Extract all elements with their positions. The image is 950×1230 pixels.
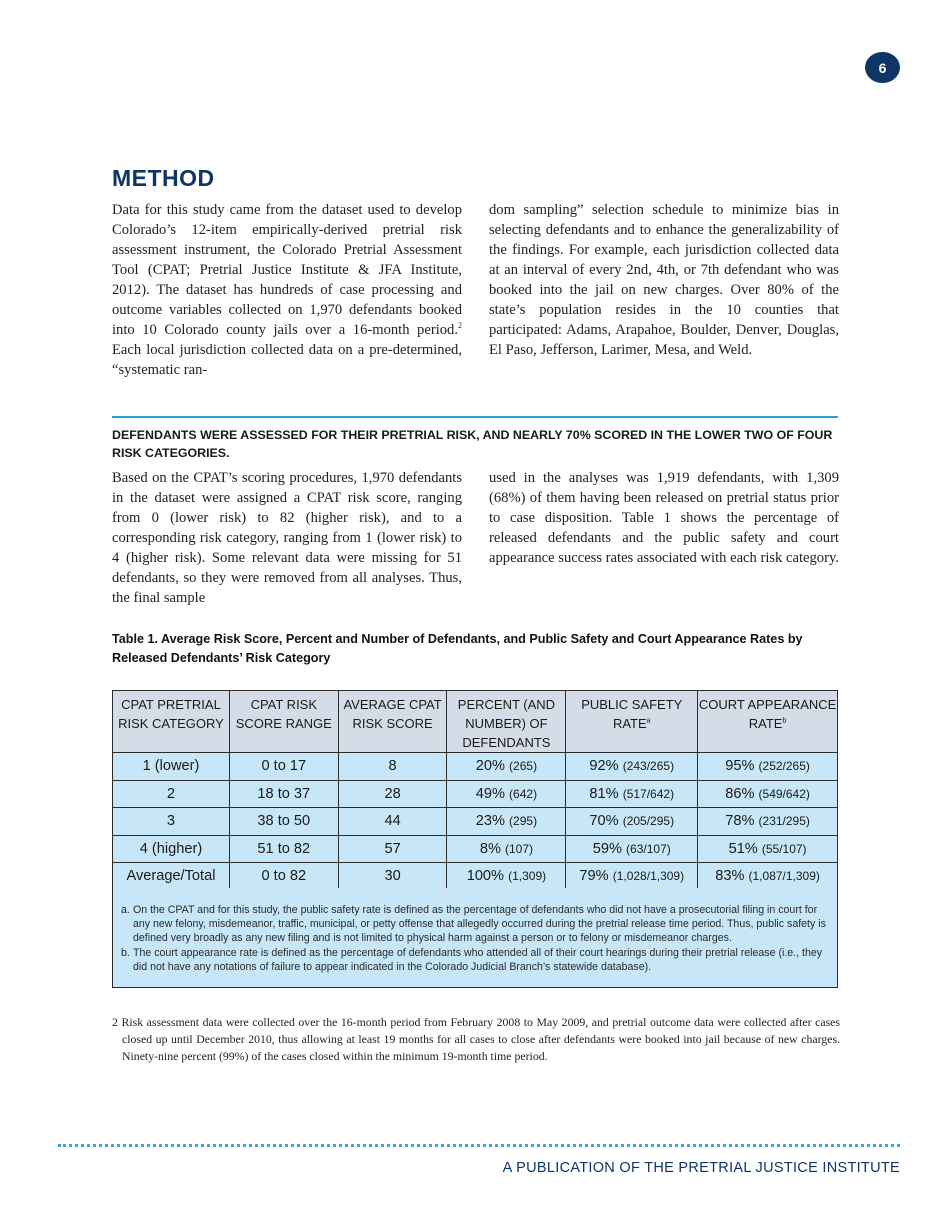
header-score-range: CPAT RISK SCORE RANGE xyxy=(229,691,338,753)
cell-risk-category: 3 xyxy=(113,808,230,836)
cell-court-appearance-rate: 78% (231/295) xyxy=(698,808,838,836)
cell-public-safety-rate: 79% (1,028/1,309) xyxy=(566,863,698,891)
table-note-a: a. On the CPAT and for this study, the public safety rate is defined as the percentage of defendants who did not have a prosecutorial filing in court for any new felony, misdemeanor, traffic, municipal, or petty offense that allegedly occurred during the pretrial release time period. Thus, public safety is defined very broadly as any new filing and is not limited to physical harm against a person or to felony or misdemeanor charges. xyxy=(121,904,826,945)
table-header-row xyxy=(113,691,838,753)
cell-average-score: 57 xyxy=(338,835,447,863)
table-row xyxy=(113,808,838,836)
table-notes xyxy=(112,888,838,988)
cell-risk-category: 1 (lower) xyxy=(113,753,230,781)
table-row xyxy=(113,780,838,808)
section-divider xyxy=(112,416,838,418)
intro-left-text: Data for this study came from the dataset used to develop Colorado’s 12-item empirically-derived pretrial risk assessment instrument, the Colorado Pretrial Assessment Tool (CPAT; Pretrial Justice Institute & JFA Institute, 2012). The dataset has hundreds of case processing and outcome variables collected on 1,970 defendants booked into 10 Colorado county jails over a 16-month period. xyxy=(112,202,462,338)
cell-average-score: 8 xyxy=(338,753,447,781)
cell-percent-defendants: 20% (265) xyxy=(447,753,566,781)
cell-score-range: 18 to 37 xyxy=(229,780,338,808)
cell-percent-defendants: 8% (107) xyxy=(447,835,566,863)
header-public-safety-rate: PUBLIC SAFETY RATE$^a$ xyxy=(566,691,698,753)
footer-dotted-rule xyxy=(58,1144,900,1147)
body-paragraph-left: Based on the CPAT’s scoring procedures, 1,970 defendants in the dataset were assigned a CPAT risk score, ranging from 0 (lower risk) to 82 (higher risk), and to a corresponding risk category, ranging from 1 (lower risk) to 4 (higher risk). Some relevant data were missing for 51 defendants, so they were removed from all analyses. Thus, the final sample xyxy=(112,470,462,606)
section-title: METHOD xyxy=(112,165,215,191)
cell-court-appearance-rate: 51% (55/107) xyxy=(698,835,838,863)
table-caption: Table 1. Average Risk Score, Percent and Number of Defendants, and Public Safety and Court Appearance Rates by Released Defendants’ Risk Category xyxy=(112,632,803,665)
table-note-b: b. The court appearance rate is defined as the percentage of defendants who attended all of their court hearings during their pretrial release (i.e., they did not have any notations of failure to appear indicated in the Colorado Judicial Branch’s statewide database). xyxy=(121,946,823,973)
cell-risk-category: Average/Total xyxy=(113,863,230,891)
cell-score-range: 51 to 82 xyxy=(229,835,338,863)
cell-percent-defendants: 23% (295) xyxy=(447,808,566,836)
header-percent-defendants: PERCENT (AND NUMBER) OF DEFENDANTS xyxy=(447,691,566,753)
cell-court-appearance-rate: 95% (252/265) xyxy=(698,753,838,781)
table-row xyxy=(113,753,838,781)
cell-percent-defendants: 100% (1,309) xyxy=(447,863,566,891)
cell-risk-category: 2 xyxy=(113,780,230,808)
intro-left-end: Each local jurisdiction collected data on a pre-determined, “systematic ran- xyxy=(112,342,462,378)
table-row xyxy=(113,835,838,863)
table-row xyxy=(113,863,838,891)
cell-court-appearance-rate: 83% (1,087/1,309) xyxy=(698,863,838,891)
cell-public-safety-rate: 81% (517/642) xyxy=(566,780,698,808)
cell-score-range: 38 to 50 xyxy=(229,808,338,836)
page-number-badge: 6 xyxy=(865,52,900,83)
risk-category-table xyxy=(112,690,838,891)
cell-public-safety-rate: 70% (205/295) xyxy=(566,808,698,836)
cell-court-appearance-rate: 86% (549/642) xyxy=(698,780,838,808)
cell-risk-category: 4 (higher) xyxy=(113,835,230,863)
cell-score-range: 0 to 17 xyxy=(229,753,338,781)
header-court-appearance-rate: COURT APPEARANCE RATE$^b$ xyxy=(698,691,838,753)
body-paragraph-right: used in the analyses was 1,919 defendants, with 1,309 (68%) of them having been released on pretrial status prior to case disposition. Table 1 shows the percentage of released defendants and the public safety and court appearance success rates associated with each risk category. xyxy=(489,470,839,566)
cell-average-score: 30 xyxy=(338,863,447,891)
footnote-2: 2 Risk assessment data were collected over the 16-month period from February 2008 to May 2009, and pretrial outcome data were collected after cases closed up until December 2010, thus allowing at least 19 months for all cases to close after defendants were booked into jail because of new charges. Ninety-nine percent (99%) of the cases closed within the minimum 19-month time period. xyxy=(112,1015,840,1063)
footnote-ref: 2 xyxy=(458,321,462,331)
header-risk-category: CPAT PRETRIAL RISK CATEGORY xyxy=(113,691,230,753)
intro-paragraph-right: dom sampling” selection schedule to minimize bias in selecting defendants and to enhance the generalizability of the findings. For example, each jurisdiction collected data at an interval of every 2nd, 4th, or 7th defendant who was booked into the jail on new charges. Over 80% of the state’s population resides in the 10 counties that participated: Adams, Arapahoe, Boulder, Denver, Douglas, El Paso, Jefferson, Larimer, Mesa, and Weld. xyxy=(489,202,839,358)
cell-average-score: 44 xyxy=(338,808,447,836)
cell-public-safety-rate: 92% (243/265) xyxy=(566,753,698,781)
intro-paragraph-left xyxy=(112,200,462,380)
cell-public-safety-rate: 59% (63/107) xyxy=(566,835,698,863)
cell-percent-defendants: 49% (642) xyxy=(447,780,566,808)
finding-subheading: DEFENDANTS WERE ASSESSED FOR THEIR PRETRIAL RISK, AND NEARLY 70% SCORED IN THE LOWER TWO OF FOUR RISK CATEGORIES. xyxy=(112,428,833,460)
cell-score-range: 0 to 82 xyxy=(229,863,338,891)
header-average-score: AVERAGE CPAT RISK SCORE xyxy=(338,691,447,753)
publication-footer: A PUBLICATION OF THE PRETRIAL JUSTICE INSTITUTE xyxy=(502,1160,900,1176)
cell-average-score: 28 xyxy=(338,780,447,808)
